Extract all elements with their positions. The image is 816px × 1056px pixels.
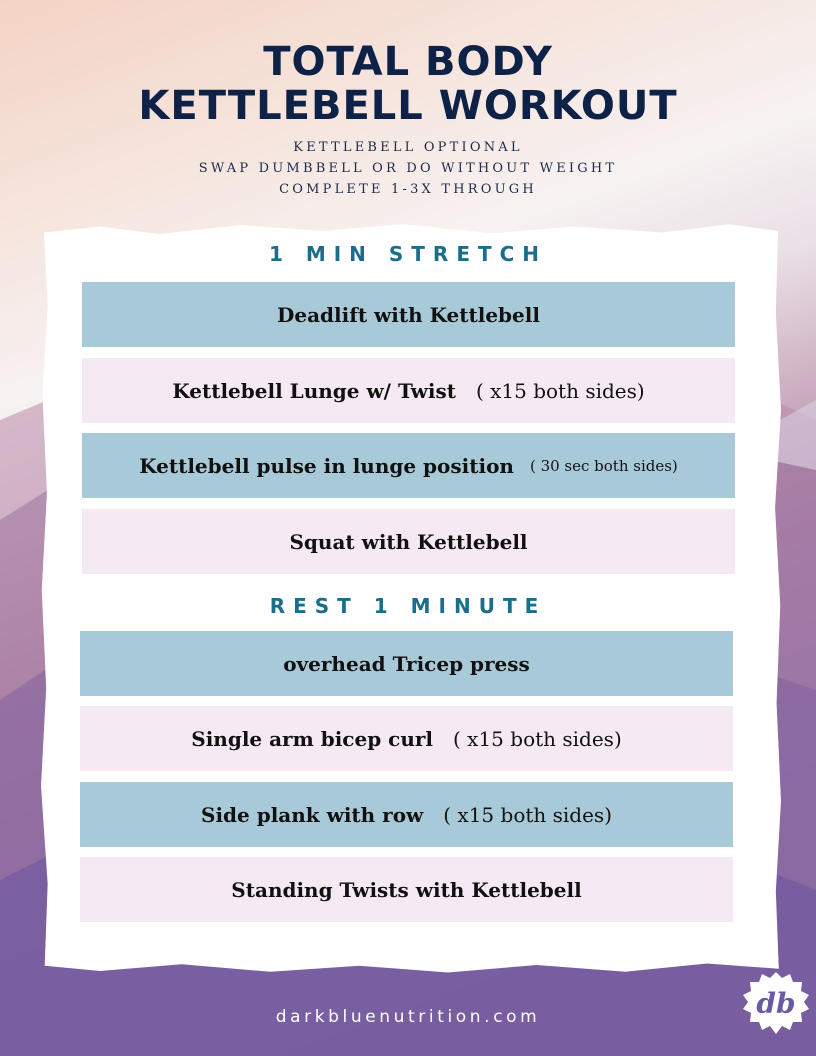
- exercise-name: Deadlift with Kettlebell: [277, 302, 540, 327]
- section-heading-stretch: 1 MIN STRETCH: [268, 242, 548, 266]
- subtitle-line-3: COMPLETE 1-3X THROUGH: [279, 182, 537, 197]
- subtitle-line-1: KETTLEBELL OPTIONAL: [293, 140, 523, 155]
- title-line-1: TOTAL BODY: [263, 39, 553, 85]
- logo-text: db: [756, 987, 796, 1020]
- exercise-name: Kettlebell pulse in lunge position: [139, 453, 514, 478]
- page-title: [0, 40, 816, 128]
- exercise-row: [80, 782, 733, 847]
- exercise-name: Single arm bicep curl: [191, 726, 434, 751]
- exercise-row: [80, 706, 733, 771]
- title-line-2: KETTLEBELL WORKOUT: [138, 83, 678, 129]
- exercise-row: [82, 509, 735, 574]
- exercise-row: [82, 433, 735, 498]
- exercise-row: [80, 631, 733, 696]
- exercise-row: [80, 857, 733, 922]
- subtitle: [0, 137, 816, 200]
- exercise-name: Standing Twists with Kettlebell: [231, 877, 582, 902]
- exercise-row: [82, 282, 735, 347]
- exercise-note: ( 30 sec both sides): [529, 456, 678, 475]
- exercise-name: Side plank with row: [201, 802, 424, 827]
- footer-website[interactable]: darkbluenutrition.com: [275, 1007, 541, 1027]
- exercise-name: Squat with Kettlebell: [289, 529, 528, 554]
- exercise-note: ( x15 both sides): [453, 726, 622, 751]
- brand-logo: [740, 968, 812, 1040]
- subtitle-line-2: SWAP DUMBBELL OR DO WITHOUT WEIGHT: [198, 161, 618, 176]
- exercise-note: ( x15 both sides): [475, 378, 645, 403]
- exercise-name: overhead Tricep press: [283, 651, 530, 676]
- exercise-name: Kettlebell Lunge w/ Twist: [172, 378, 456, 403]
- exercise-row: [82, 358, 735, 423]
- exercise-note: ( x15 both sides): [443, 802, 612, 827]
- section-heading-rest: REST 1 MINUTE: [269, 594, 547, 618]
